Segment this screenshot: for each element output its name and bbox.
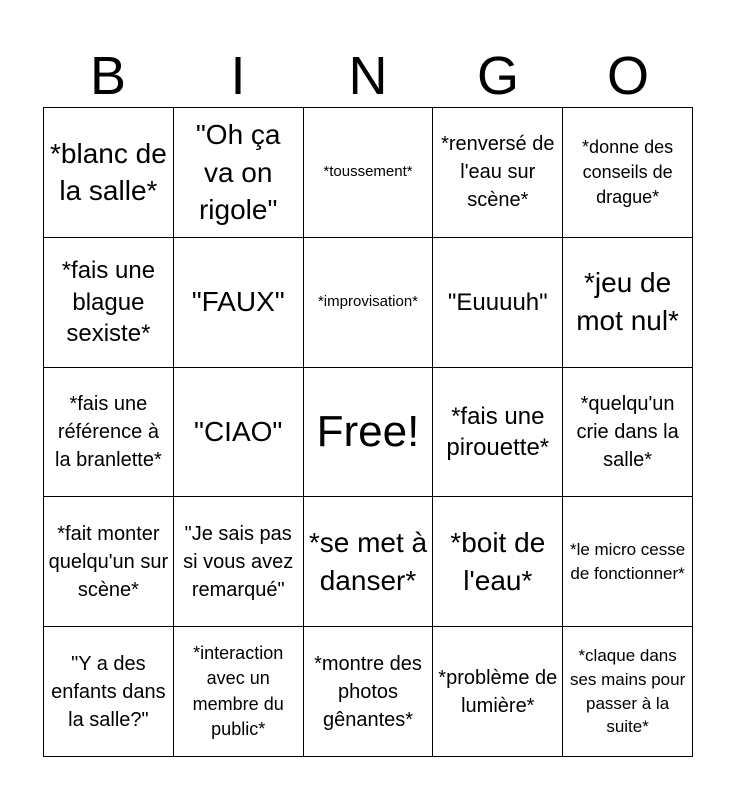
header-letter-g: G [476, 46, 519, 106]
cell-text: "Euuuuh" [447, 288, 548, 316]
bingo-cell[interactable] [433, 368, 563, 498]
bingo-cell[interactable] [433, 108, 563, 238]
cell-text: *interaction avec un membre du public* [192, 643, 284, 739]
header-letter-b: B [89, 46, 127, 106]
cell-text: *fait monter quelqu'un sur scène* [48, 522, 169, 601]
cell-text: *donne des conseils de drague* [582, 136, 674, 207]
free-cell[interactable] [304, 368, 434, 498]
cell-text: *claque dans ses mains pour passer à la suite* [569, 646, 686, 737]
cell-text: *fais une référence à la branlette* [55, 392, 162, 471]
bingo-cell[interactable] [563, 368, 693, 498]
cell-text: "Oh ça va on rigole" [195, 118, 281, 226]
bingo-cell[interactable] [174, 368, 304, 498]
header-letter-i: I [230, 46, 246, 106]
cell-text: *improvisation* [317, 293, 419, 311]
bingo-cell[interactable] [44, 238, 174, 368]
cell-text: *fais une pirouette* [446, 402, 550, 461]
cell-text: *renversé de l'eau sur scène* [441, 133, 555, 212]
bingo-cell[interactable] [174, 497, 304, 627]
bingo-header [43, 44, 693, 108]
bingo-cell[interactable] [44, 108, 174, 238]
cell-text: *fais une blague sexiste* [61, 257, 156, 347]
bingo-cell[interactable] [174, 238, 304, 368]
bingo-cell[interactable] [433, 238, 563, 368]
header-letter-o: O [606, 46, 649, 106]
cell-text: *quelqu'un crie dans la salle* [576, 392, 679, 471]
bingo-cell[interactable] [433, 627, 563, 757]
cell-text: Free! [316, 406, 420, 456]
bingo-cell[interactable] [44, 497, 174, 627]
bingo-cell[interactable] [304, 108, 434, 238]
bingo-cell[interactable] [563, 627, 693, 757]
bingo-cell[interactable] [304, 238, 434, 368]
cell-text: "CIAO" [194, 416, 283, 448]
bingo-cell[interactable] [44, 368, 174, 498]
bingo-cell[interactable] [304, 627, 434, 757]
cell-text: *problème de lumière* [438, 666, 558, 717]
cell-text: *toussement* [323, 163, 413, 181]
cell-text: *le micro cesse de fonctionner* [569, 539, 686, 583]
cell-text: "Y a des enfants dans la salle?" [51, 652, 166, 731]
bingo-cell[interactable] [304, 497, 434, 627]
cell-text: *se met à danser* [308, 526, 428, 596]
bingo-cell[interactable] [433, 497, 563, 627]
bingo-cell[interactable] [563, 238, 693, 368]
bingo-cell[interactable] [174, 108, 304, 238]
cell-text: *jeu de mot nul* [576, 267, 679, 337]
header-letter-n: N [348, 46, 388, 106]
cell-text: *blanc de la salle* [50, 137, 167, 207]
bingo-grid [43, 107, 693, 757]
cell-text: *montre des photos gênantes* [314, 652, 422, 731]
bingo-cell[interactable] [563, 497, 693, 627]
cell-text: "FAUX" [191, 286, 285, 318]
cell-text: "Je sais pas si vous avez remarqué" [183, 522, 294, 601]
bingo-cell[interactable] [563, 108, 693, 238]
bingo-cell[interactable] [44, 627, 174, 757]
cell-text: *boit de l'eau* [450, 526, 546, 596]
bingo-cell[interactable] [174, 627, 304, 757]
